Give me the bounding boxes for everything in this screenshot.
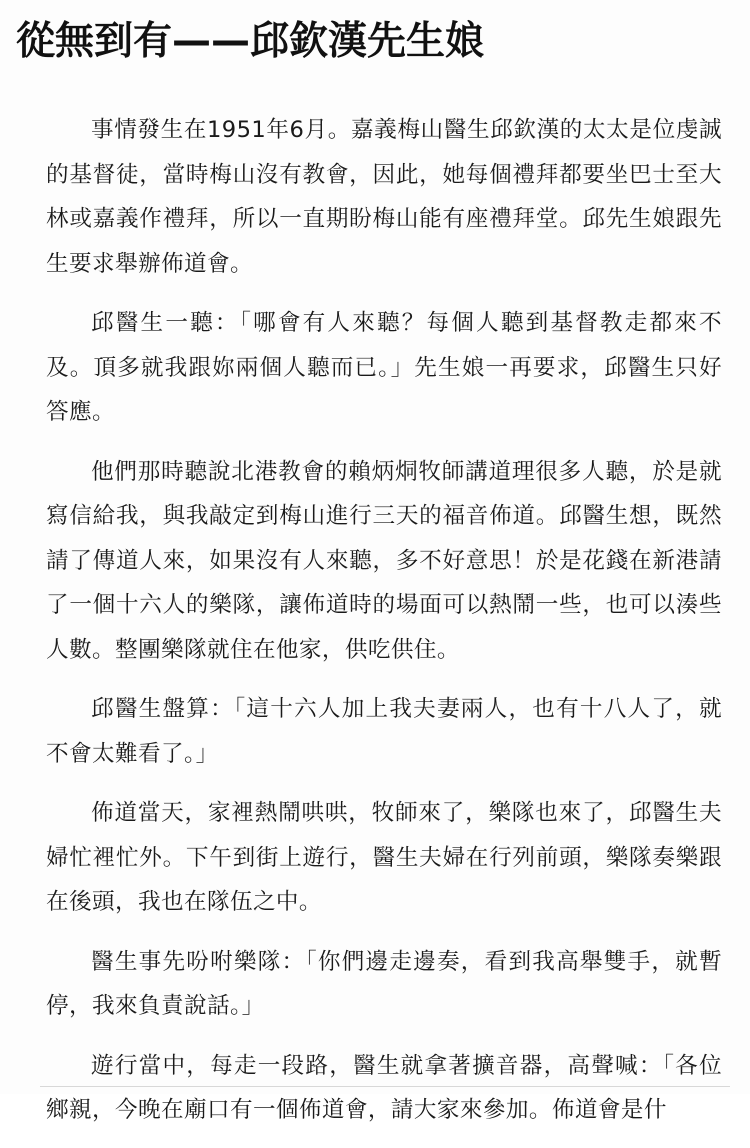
paragraph-3: 他們那時聽說北港教會的賴炳烔牧師講道理很多人聽，於是就寫信給我，與我敲定到梅山進行三天的福音佈道。邱醫生想，既然請了傳道人來，如果沒有人來聽，多不好意思！於是花錢在新港請了一個十六人的樂隊，讓佈道時的場面可以熱鬧一些，也可以湊些人數。整團樂隊就住在他家，供吃供住。: [46, 458, 722, 663]
paragraph-2: 邱醫生一聽：「哪會有人來聽？每個人聽到基督教走都來不及。頂多就我跟妳兩個人聽而已。」先生娘一再要求，邱醫生只好答應。: [46, 310, 722, 425]
article-body: [46, 108, 722, 1148]
paragraph-4: 邱醫生盤算：「這十六人加上我夫妻兩人，也有十八人了，就不會太難看了。」: [46, 696, 722, 767]
paragraph-7: 遊行當中，每走一段路，醫生就拿著擴音器，高聲喊：「各位鄉親，今晚在廟口有一個佈道會，請大家來參加。佈道會是什: [46, 1052, 722, 1123]
paragraph-6: 醫生事先吩咐樂隊：「你們邊走邊奏，看到我高舉雙手，就暫停，我來負責說話。」: [46, 948, 722, 1019]
page-title: 從無到有——邱欽漢先生娘: [16, 19, 485, 64]
paragraph-1: 事情發生在1951年6月。嘉義梅山醫生邱欽漢的太太是位虔誠的基督徒，當時梅山沒有教會，因此，她每個禮拜都要坐巴士至大林或嘉義作禮拜，所以一直期盼梅山能有座禮拜堂。邱先生娘跟先生要求舉辦佈道會。: [46, 117, 722, 277]
page-bottom-edge: [40, 1086, 730, 1087]
paragraph-5: 佈道當天，家裡熱鬧哄哄，牧師來了，樂隊也來了，邱醫生夫婦忙裡忙外。下午到街上遊行，醫生夫婦在行列前頭，樂隊奏樂跟在後頭，我也在隊伍之中。: [46, 800, 722, 915]
